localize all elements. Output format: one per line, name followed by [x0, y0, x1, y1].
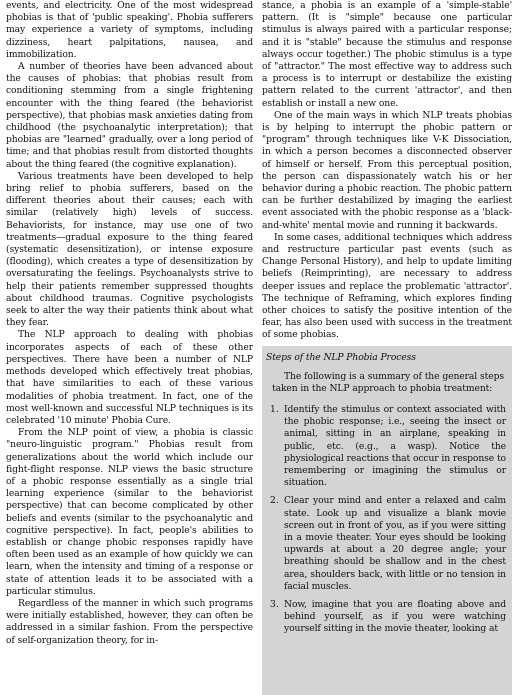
step-item-3 [270, 599, 506, 636]
phobia-steps-sidebar [262, 346, 512, 695]
step-number: 2. [270, 495, 279, 507]
step-number: 1. [270, 404, 279, 415]
left-paragraph-6: Regardless of the manner in which such programs were initially established, however, they can often be addressed in a similar fashion. From the perspective of self-organization theory, for in- [6, 597, 253, 646]
left-paragraph-2: A number of theories have been advanced about the causes of phobias: that phobias result from conditioning stemming from a single frightening encounter with the thing feared (the behaviorist perspective), that phobias mask anxieties dating from childhood (the psychoanalytic interpretation); that phobias are "learned" gradually, over a long period of time; and that phobias result from distorted thoughts about the thing feared (the cognitive explanation). [6, 61, 253, 170]
step-text: Identify the stimulus or context associated with the phobic response; i.e., seeing the insect or animal, sitting in an airplane, speaking in public, etc. (e.g., a wasp). Notice the physiological reactions that occur in response to remembering or imagining the stimulus or situation. [284, 404, 506, 489]
step-text: Now, imagine that you are floating above and behind yourself, as if you were watching yourself sitting in the movie theater, looking at [284, 599, 506, 635]
steps-list [270, 404, 506, 642]
right-column [262, 0, 512, 342]
step-item-2 [270, 495, 506, 593]
left-paragraph-3: Various treatments have been developed to help bring relief to phobia sufferers, based on the different theories about their causes; each with similar (relatively high) levels of success. Behaviorists, for instance, may use one of two treatments—gradual exposure to the thing feared (systematic desensitization), or intense exposure (flooding), which creates a type of desensitization by oversaturating the feelings. Psychoanalysts strive to help their patients remember suppressed thoughts about childhood traumas. Cognitive psychologists seek to alter the way their patients think about what they fear. [6, 170, 253, 329]
sidebar-intro: The following is a summary of the general steps taken in the NLP approach to phobia treatment: [272, 371, 504, 395]
step-text: Clear your mind and enter a relaxed and calm state. Look up and visualize a blank movie screen out in front of you, as if you were sitting in a movie theater. Your eyes should be looking upwards at about a 20 degree angle; your breathing should be shallow and in the chest area, shoulders back, with little or no tension in facial muscles. [284, 495, 506, 592]
right-paragraph-3: In some cases, additional techniques which address and restructure particular past events (such as Change Personal History), and help to update limiting beliefs (Reimprinting), are necessary to address deeper issues and replace the problematic 'attractor'. The technique of Reframing, which explores finding other choices to satisfy the positive intention of the fear, has also been used with success in the treatment of some phobias. [262, 231, 512, 341]
right-paragraph-2: One of the main ways in which NLP treats phobias is by helping to interrupt the phobic pattern or "program" through techniques like V-K Dissociation, in which a person becomes a disconnected observer of himself or herself. From this perceptual position, the person can dispassionately watch his or her behavior during a phobic reaction. The phobic pattern can be further destabilized by imaging the earliest event associated with the phobic response as a 'black-and-white' mental movie and running it backwards. [262, 109, 512, 231]
left-paragraph-5: From the NLP point of view, a phobia is classic "neuro-linguistic program." Phobias result from generalizations about the world which include our fight-flight response. NLP views the basic structure of a phobic response essentially as a single trial learning experience (similar to the behaviorist perspective) that can become complicated by other beliefs and events (similar to the psychoanalytic and cognitive perspective). In fact, people's abilities to establish or change phobic responses rapidly have often been used as an example of how quickly we can learn, when the intensity and timing of a response or state of attention leads it to be associated with a particular stimulus. [6, 427, 253, 597]
left-column [6, 0, 253, 647]
step-item-1 [270, 404, 506, 489]
left-paragraph-1: events, and electricity. One of the most widespread phobias is that of 'public speaking'. Phobia sufferers may experience a variety of symptoms, including dizziness, heart palpitations, nausea, and immobilization. [6, 0, 253, 60]
left-paragraph-4: The NLP approach to dealing with phobias incorporates aspects of each of these other perspectives. There have been a number of NLP methods developed which effectively treat phobias, that have similarities to each of these various modalities of phobia treatment. In fact, one of the most well-known and successful NLP techniques is its celebrated '10 minute' Phobia Cure. [6, 329, 253, 426]
step-number: 3. [270, 599, 279, 611]
sidebar-title: Steps of the NLP Phobia Process [266, 352, 416, 363]
right-paragraph-1: stance, a phobia is an example of a 'simple-stable' pattern. (It is "simple" because one particular stimulus is always paired with a particular response; and it is "stable" because the stimulus and response always occur together.) The phobic stimulus is a type of "attractor." The most effective way to address such a process is to interrupt or destabilize the existing pattern related to the current 'attractor', and then establish or install a new one. [262, 0, 512, 109]
